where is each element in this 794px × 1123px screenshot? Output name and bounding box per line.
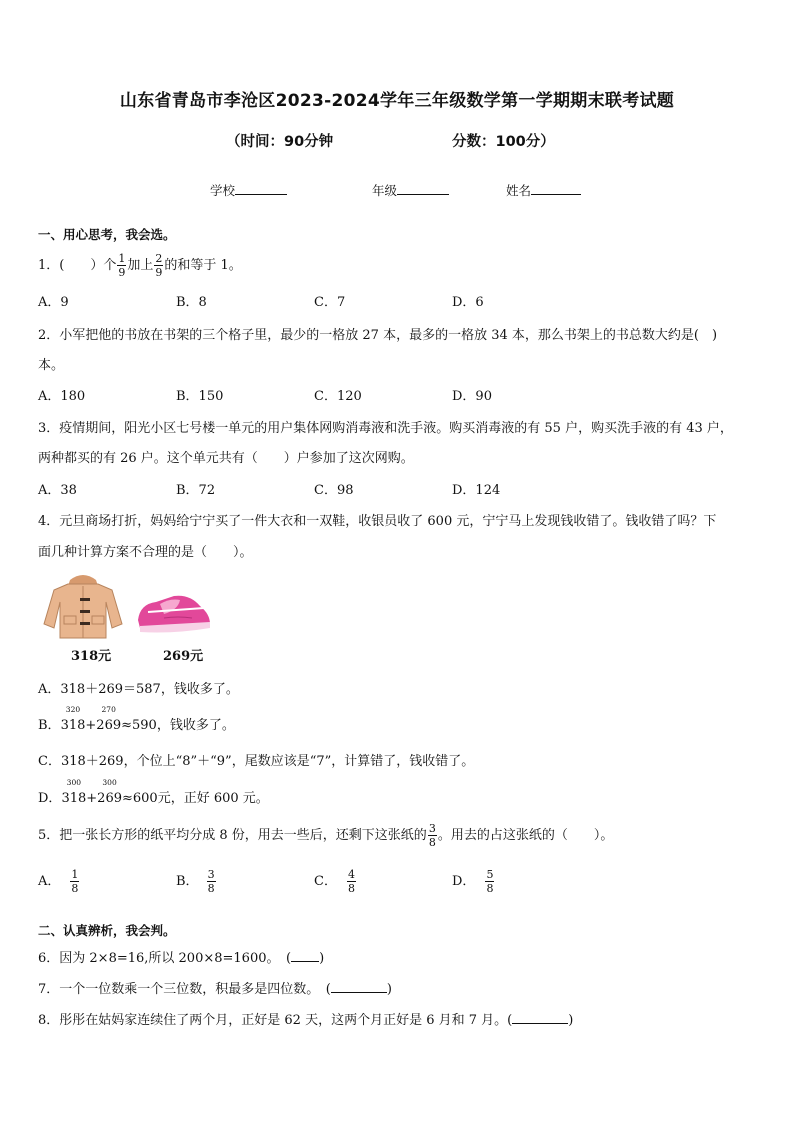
q4-option-a[interactable]: A．318＋269＝587，钱收多了。 [38,682,239,697]
q4d-estimate-2: 300 [102,778,117,787]
q5-fraction: $\frac{3}{8}$ [428,822,436,849]
name-blank[interactable] [531,183,581,195]
school-field [210,181,287,199]
q7-text: 7．一个一位数乘一个三位数，积最多是四位数。 ( [38,982,331,997]
question-6 [38,947,324,966]
q2-option-d[interactable]: D．90 [452,389,492,404]
coat-price: 318元 [71,649,112,664]
q8-text: 8．彤彤在姑妈家连续住了两个月，正好是 62 天，这两个月正好是 6 月和 7 月。( [38,1013,513,1028]
q1-text-b: 加上 [127,258,154,273]
q7-paren-close: ) [386,982,392,997]
q2-line-2: 本。 [38,358,65,373]
q4b-result: ≈590 [121,718,157,733]
q1-text-a: 1．( ）个 [38,258,117,273]
school-label: 学校 [210,183,236,198]
q4-line-2: 面几种计算方案不合理的是（ ）。 [38,545,253,560]
shoe-price: 269元 [163,649,204,664]
q8-paren-close: ) [568,1013,574,1028]
q3-option-a[interactable]: A．38 [38,483,77,498]
q1-fraction-2: $\frac{2}{9}$ [155,252,163,279]
q8-answer-blank[interactable] [512,1012,568,1024]
question-7 [38,978,392,997]
q6-answer-blank[interactable] [291,950,319,962]
q3-option-d[interactable]: D．124 [452,483,501,498]
exam-score: 分数：100分） [452,134,555,150]
page-title: 山东省青岛市李沧区2023-2024学年三年级数学第一学期期末联考试题 [119,91,675,111]
question-1 [38,253,242,278]
q3-option-c[interactable]: C．98 [314,483,354,498]
q5-option-b[interactable]: B． $\frac{3}{8}$ [176,868,215,895]
question-5 [38,823,613,848]
q4b-estimate-2: 270 [101,705,116,714]
q3-line-2: 两种都买的有 26 户。这个单元共有（ ）户参加了这次网购。 [38,451,414,466]
name-label: 姓名 [506,183,532,198]
q5-option-c[interactable]: C． $\frac{4}{8}$ [314,868,355,895]
coat-icon [40,572,126,640]
q2-line-1: 2．小军把他的书放在书架的三个格子里，最少的一格放 27 本，最多的一格放 34 本，那么书架上的书总数大约是( ) [38,328,718,343]
q1-option-b[interactable]: B．8 [176,295,207,310]
q4b-tail: ，钱收多了。 [156,718,235,733]
q4-option-b-label: B． [38,718,61,733]
exam-time: （时间：90分钟 [226,134,334,150]
section-1-heading: 一、用心思考，我会选。 [38,227,176,242]
q6-text: 6．因为 2×8=16,所以 200×8=1600。 ( [38,951,292,966]
q4b-number-1: 318 [60,718,86,733]
q3-line-1: 3．疫情期间，阳光小区七号楼一单元的用户集体网购消毒液和洗手液。购买消毒液的有 55 户，购买洗手液的有 43 户， [38,421,733,436]
q1-option-a[interactable]: A．9 [38,295,69,310]
q4d-estimate-1: 300 [66,778,82,787]
shoe-icon [134,590,214,638]
q4b-plus: + [85,718,97,733]
q2-option-a[interactable]: A．180 [38,389,86,404]
q2-option-c[interactable]: C．120 [314,389,362,404]
q4-option-d-label: D． [38,791,62,806]
q1-text-c: 的和等于 1。 [164,258,242,273]
q4-line-1: 4．元旦商场打折，妈妈给宁宁买了一件大衣和一双鞋，收银员收了 600 元，宁宁马上发现钱收错了。钱收错了吗？下 [38,514,717,529]
q4d-result: ≈600 [122,791,158,806]
section-2-heading: 二、认真辨析，我会判。 [38,923,176,938]
q1-option-d[interactable]: D．6 [452,295,484,310]
q1-option-c[interactable]: C．7 [314,295,346,310]
q4-option-b[interactable] [38,705,235,733]
q4d-number-2: 269 [97,791,122,806]
q3-option-b[interactable]: B．72 [176,483,216,498]
q4b-number-2: 269 [96,718,122,733]
grade-blank[interactable] [397,183,449,195]
q4-option-d[interactable] [38,778,269,806]
q6-paren-close: ) [319,951,325,966]
q5-option-d[interactable]: D． $\frac{5}{8}$ [452,868,494,895]
q4b-estimate-1: 320 [65,705,81,714]
q4d-plus: + [86,791,98,806]
q4d-number-1: 318 [61,791,87,806]
school-blank[interactable] [235,183,287,195]
q5-text-a: 5．把一张长方形的纸平均分成 8 份，用去一些后，还剩下这张纸的 [38,828,427,843]
q7-answer-blank[interactable] [331,981,387,993]
q5-option-a[interactable]: A． $\frac{1}{8}$ [38,868,79,895]
q4d-tail: 元，正好 600 元。 [157,791,269,806]
grade-field [372,181,449,199]
name-field [506,181,581,199]
q4-option-c[interactable]: C．318＋269，个位上“8”＋“9”，尾数应该是“7”，计算错了，钱收错了。 [38,754,475,769]
q5-text-b: 。用去的占这张纸的（ ）。 [437,828,614,843]
question-8 [38,1009,573,1028]
grade-label: 年级 [372,183,398,198]
q2-option-b[interactable]: B．150 [176,389,224,404]
q1-fraction-1: $\frac{1}{9}$ [118,252,126,279]
